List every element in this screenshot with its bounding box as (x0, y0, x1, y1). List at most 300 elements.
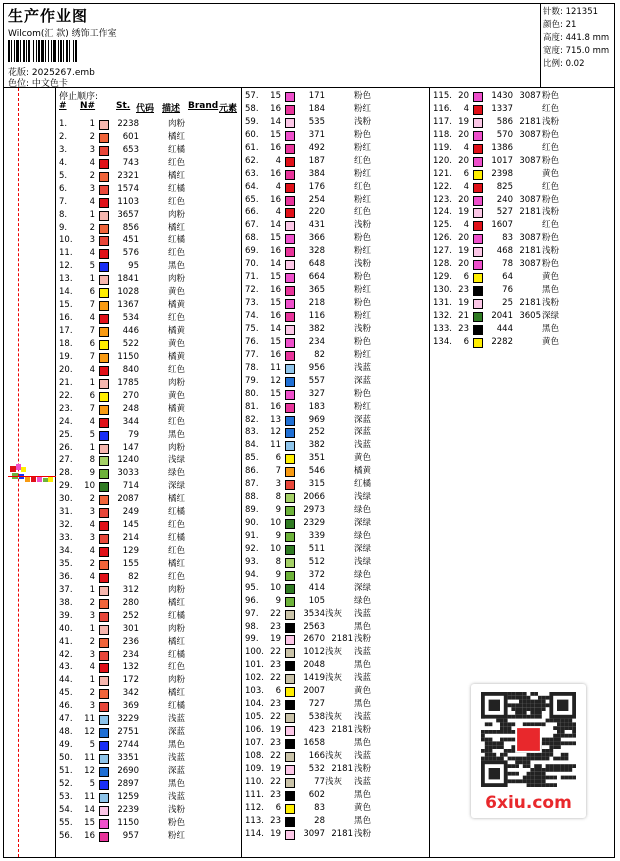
needle-number: 2 (89, 222, 95, 233)
color-swatch (285, 377, 295, 387)
stitch-count: 2563 (303, 621, 325, 632)
stitch-count: 535 (308, 116, 325, 127)
needle-number: 9 (275, 569, 281, 580)
stop-number: 47. (59, 714, 73, 725)
table-row (245, 181, 425, 194)
needle-number: 21 (458, 310, 469, 321)
needle-number: 6 (463, 336, 469, 347)
color-swatch (99, 676, 109, 686)
stitch-count: 444 (496, 323, 513, 334)
color-swatch (285, 778, 295, 788)
stitch-count: 132 (122, 662, 139, 673)
color-name: 粉色 (354, 233, 372, 244)
color-name: 黑色 (354, 815, 372, 826)
needle-number: 1 (89, 119, 95, 129)
color-name: 红色 (168, 571, 186, 582)
needle-number: 4 (463, 181, 469, 192)
stitch-count: 3229 (117, 714, 139, 725)
thread-code: 3605 (519, 310, 541, 321)
table-row (59, 571, 239, 584)
stop-number: 80. (245, 388, 259, 399)
color-swatch (99, 224, 109, 234)
needle-number: 20 (458, 91, 469, 101)
color-name: 红橘 (354, 479, 372, 490)
needle-number: 20 (458, 259, 469, 270)
stop-number: 49. (59, 740, 73, 751)
color-name: 橘红 (168, 494, 186, 505)
table-row (59, 377, 239, 390)
needle-number: 15 (270, 336, 281, 347)
table-row (245, 724, 425, 737)
needle-number: 19 (458, 246, 469, 257)
stop-number: 67. (245, 220, 259, 231)
color-name: 黄色 (542, 272, 560, 283)
stop-number: 25. (59, 429, 73, 440)
color-name: 粉色 (542, 194, 560, 205)
color-swatch (99, 198, 109, 208)
color-name: 红橘 (168, 144, 186, 155)
color-name: 深蓝 (354, 375, 372, 386)
needle-number: 19 (270, 634, 281, 645)
table-row (433, 181, 613, 194)
color-swatch (285, 260, 295, 270)
thread-code: 2181 (519, 207, 541, 218)
table-row (59, 752, 239, 765)
header-brand: Brand (188, 101, 219, 111)
needle-number: 23 (270, 699, 281, 710)
color-swatch (285, 247, 295, 257)
color-swatch (285, 273, 295, 283)
stop-number: 12. (59, 261, 73, 272)
needle-number: 20 (458, 233, 469, 244)
needle-number: 14 (270, 116, 281, 127)
stop-number: 81. (245, 401, 259, 412)
color-name: 红色 (542, 142, 560, 153)
stop-number: 41. (59, 636, 73, 647)
table-row (433, 232, 613, 245)
stop-number: 14. (59, 287, 73, 298)
color-name: 红色 (168, 313, 186, 324)
stop-number: 109. (245, 763, 264, 774)
stitch-count: 2398 (491, 168, 513, 179)
table-row (245, 414, 425, 427)
color-swatch (285, 623, 295, 633)
header-needle: N# (80, 101, 96, 111)
stitch-count: 312 (122, 584, 139, 595)
pattern-file: 花版: 2025267.emb (8, 68, 95, 78)
stop-number: 129. (433, 272, 452, 283)
design-height: 高度: 441.8 mm (543, 33, 610, 43)
needle-number: 7 (89, 300, 95, 311)
color-name: 红色 (168, 662, 186, 673)
stitch-count: 2329 (303, 518, 325, 529)
needle-number: 23 (270, 789, 281, 800)
color-swatch (99, 547, 109, 557)
needle-number: 11 (84, 753, 95, 764)
stitch-count: 369 (122, 701, 139, 712)
barcode (8, 40, 120, 62)
stitch-count: 2973 (303, 505, 325, 516)
stop-number: 56. (59, 830, 73, 841)
stop-number: 68. (245, 233, 259, 244)
table-row (245, 711, 425, 724)
color-swatch (473, 208, 483, 218)
needle-number: 23 (270, 738, 281, 748)
table-row (245, 659, 425, 672)
stop-number: 134. (433, 336, 452, 347)
table-row (59, 390, 239, 403)
stop-number: 123. (433, 194, 452, 205)
table-row (59, 700, 239, 713)
stitch-count: 1017 (491, 155, 513, 166)
stitch-count: 2744 (117, 740, 139, 751)
stitch-count: 382 (308, 440, 325, 451)
stitch-count: 586 (496, 116, 513, 127)
stitch-count: 538 (308, 712, 325, 723)
table-row (59, 183, 239, 196)
stop-number: 40. (59, 623, 73, 634)
thread-code: 3087 (519, 129, 541, 140)
color-name: 浅粉 (542, 207, 560, 218)
color-swatch (473, 338, 483, 348)
stop-number: 28. (59, 468, 73, 479)
color-swatch (99, 832, 109, 842)
color-swatch (285, 830, 295, 840)
stop-number: 21. (59, 377, 73, 388)
stop-number: 22. (59, 390, 73, 401)
color-name: 橘黄 (168, 300, 186, 311)
color-name: 黄色 (168, 338, 186, 349)
color-name: 红橘 (168, 235, 186, 246)
table-row (59, 817, 239, 830)
stitch-count: 743 (122, 157, 139, 168)
table-row (245, 465, 425, 478)
stop-number: 106. (245, 725, 264, 736)
table-row (59, 131, 239, 144)
needle-number: 4 (89, 313, 95, 324)
needle-number: 4 (275, 207, 281, 218)
needle-number: 22 (270, 712, 281, 723)
color-name: 红橘 (168, 533, 186, 544)
stop-number: 95. (245, 582, 259, 593)
thread-code: 2181 (519, 298, 541, 309)
color-swatch (285, 183, 295, 193)
stitch-count: 653 (122, 144, 139, 155)
needle-number: 1 (89, 274, 95, 285)
needle-number: 14 (270, 259, 281, 270)
table-row (245, 155, 425, 168)
color-name: 红橘 (168, 610, 186, 621)
color-swatch (99, 340, 109, 350)
needle-number: 19 (458, 116, 469, 127)
color-name: 粉色 (354, 272, 372, 283)
stop-number: 19. (59, 351, 73, 362)
stitch-count: 252 (308, 427, 325, 438)
color-swatch (285, 532, 295, 542)
header-code: 代码 (136, 104, 155, 114)
table-row (245, 556, 425, 569)
table-row (245, 815, 425, 828)
color-swatch (285, 765, 295, 775)
color-swatch (285, 92, 295, 102)
color-name: 浅粉 (354, 828, 372, 839)
table-row (59, 661, 239, 674)
color-swatch (285, 221, 295, 231)
studio-name: Wilcom(汇 款) 绣饰工作室 (8, 29, 117, 39)
needle-number: 5 (89, 778, 95, 789)
table-row (59, 351, 239, 364)
needle-number: 4 (275, 181, 281, 192)
stitch-count: 254 (308, 194, 325, 205)
table-row (59, 299, 239, 312)
needle-number: 8 (275, 492, 281, 503)
needle-number: 3 (89, 533, 95, 544)
color-swatch (285, 661, 295, 671)
needle-number: 6 (89, 287, 95, 298)
stop-number: 74. (245, 310, 259, 321)
table-row (59, 493, 239, 506)
stop-number: 128. (433, 259, 452, 270)
table-row (245, 646, 425, 659)
color-name: 浅绿 (354, 492, 372, 503)
color-swatch (285, 674, 295, 684)
stitch-count: 83 (314, 802, 325, 813)
color-swatch (99, 560, 109, 570)
color-name: 肉粉 (168, 584, 186, 595)
table-row (245, 90, 425, 103)
stop-number: 29. (59, 481, 73, 492)
table-row (59, 597, 239, 610)
stitch-count: 25 (502, 298, 513, 309)
needle-number: 4 (89, 196, 95, 207)
needle-number: 2 (89, 558, 95, 569)
stop-number: 125. (433, 220, 452, 231)
table-row (59, 778, 239, 791)
stop-number: 101. (245, 660, 264, 671)
color-name: 橘红 (168, 688, 186, 699)
color-name: 粉红 (354, 168, 372, 179)
color-name: 粉红 (168, 830, 186, 841)
color-name: 黑色 (168, 261, 186, 272)
table-row (245, 582, 425, 595)
stop-number: 117. (433, 116, 452, 127)
stop-number: 116. (433, 103, 452, 114)
table-row (245, 401, 425, 414)
stop-number: 69. (245, 246, 259, 257)
color-swatch (99, 392, 109, 402)
color-name: 深蓝 (354, 427, 372, 438)
table-row (245, 142, 425, 155)
color-name: 红色 (354, 181, 372, 192)
stop-number: 52. (59, 778, 73, 789)
stop-number: 8. (59, 209, 68, 220)
needle-number: 4 (89, 248, 95, 259)
needle-number: 19 (270, 725, 281, 736)
color-name: 浅灰 (325, 712, 343, 723)
needle-number: 15 (270, 272, 281, 283)
stitch-count: 1103 (117, 196, 139, 207)
color-name: 浅灰 (325, 608, 343, 619)
color-name: 浅绿 (168, 455, 186, 466)
table-row (245, 672, 425, 685)
needle-number: 5 (89, 740, 95, 751)
stitch-count: 414 (308, 582, 325, 593)
needle-number: 14 (84, 804, 95, 815)
needle-number: 3 (89, 610, 95, 621)
color-name: 浅粉 (354, 634, 372, 645)
color-name: 红色 (168, 546, 186, 557)
stitch-count: 1012 (303, 647, 325, 658)
color-swatch (285, 105, 295, 115)
color-swatch (473, 221, 483, 231)
table-row (59, 726, 239, 739)
color-name: 浅蓝 (168, 714, 186, 725)
stop-number: 122. (433, 181, 452, 192)
color-swatch (285, 338, 295, 348)
table-row (59, 273, 239, 286)
qr-code (481, 692, 576, 787)
needle-number: 16 (270, 349, 281, 360)
stop-number: 4. (59, 157, 68, 168)
color-name: 红色 (354, 155, 372, 166)
needle-number: 6 (275, 802, 281, 813)
needle-number: 3 (89, 183, 95, 194)
color-name: 粉色 (168, 817, 186, 828)
table-row (433, 219, 613, 232)
table-row (59, 157, 239, 170)
needle-number: 14 (270, 220, 281, 231)
color-name: 浅粉 (168, 804, 186, 815)
table-row (59, 170, 239, 183)
table-row (245, 206, 425, 219)
needle-number: 22 (270, 608, 281, 619)
table-row (59, 739, 239, 752)
color-name: 浅粉 (354, 259, 372, 270)
needle-number: 16 (270, 401, 281, 412)
color-swatch (285, 558, 295, 568)
color-swatch (99, 379, 109, 389)
needle-number: 12 (270, 375, 281, 386)
color-swatch (473, 312, 483, 322)
stitch-count: 601 (122, 131, 139, 142)
header-index: # (59, 101, 67, 111)
color-swatch (99, 819, 109, 829)
stop-number: 16. (59, 313, 73, 324)
needle-number: 19 (458, 207, 469, 218)
needle-number: 1 (89, 675, 95, 686)
color-name: 橘黄 (168, 403, 186, 414)
color-swatch (99, 806, 109, 816)
table-row (245, 698, 425, 711)
table-row (59, 674, 239, 687)
stitch-count: 2041 (491, 310, 513, 321)
color-name: 粉色 (542, 129, 560, 140)
color-swatch (99, 120, 109, 130)
needle-number: 14 (270, 323, 281, 334)
table-row (59, 713, 239, 726)
color-name: 粉红 (354, 246, 372, 257)
stop-number: 114. (245, 828, 264, 839)
needle-number: 6 (275, 686, 281, 697)
color-swatch (285, 700, 295, 710)
color-name: 粉色 (354, 91, 372, 101)
table-row (245, 802, 425, 815)
color-swatch (473, 131, 483, 141)
stitch-count: 431 (308, 220, 325, 231)
needle-number: 9 (89, 468, 95, 479)
stop-number: 55. (59, 817, 73, 828)
needle-number: 6 (89, 338, 95, 349)
table-row (245, 129, 425, 142)
stitch-count: 546 (308, 466, 325, 477)
stop-number: 30. (59, 494, 73, 505)
needle-number: 12 (270, 427, 281, 438)
stop-number: 110. (245, 776, 264, 787)
needle-number: 4 (463, 103, 469, 114)
color-name-secondary: 浅蓝 (354, 776, 372, 787)
stop-number: 58. (245, 103, 259, 114)
stop-number: 127. (433, 246, 452, 257)
table-row (245, 517, 425, 530)
stop-number: 132. (433, 310, 452, 321)
color-swatch (99, 301, 109, 311)
table-row (433, 310, 613, 323)
color-swatch (285, 467, 295, 477)
stop-number: 130. (433, 285, 452, 296)
color-swatch (99, 651, 109, 661)
color-name: 浅灰 (325, 776, 343, 787)
color-name: 浅粉 (354, 116, 372, 127)
stop-number: 27. (59, 455, 73, 466)
color-name: 红色 (542, 181, 560, 192)
table-row (245, 530, 425, 543)
stitch-count: 512 (308, 556, 325, 567)
table-row (59, 429, 239, 442)
table-row (59, 623, 239, 636)
color-name: 橘黄 (168, 326, 186, 337)
color-swatch (473, 260, 483, 270)
table-row (433, 258, 613, 271)
needle-number: 23 (270, 815, 281, 826)
design-thumbnail (8, 462, 56, 486)
color-chart: 色位: 中文色卡 (8, 79, 68, 89)
stop-number: 42. (59, 649, 73, 660)
color-name: 深绿 (542, 310, 560, 321)
table-row (59, 403, 239, 416)
color-swatch (285, 726, 295, 736)
needle-number: 19 (270, 828, 281, 839)
needle-number: 4 (89, 571, 95, 582)
needle-number: 15 (270, 233, 281, 244)
table-row (59, 118, 239, 131)
table-row (245, 284, 425, 297)
table-row (245, 271, 425, 284)
table-row (59, 687, 239, 700)
color-swatch (285, 364, 295, 374)
color-name: 深蓝 (168, 727, 186, 738)
stitch-count: 1574 (117, 183, 139, 194)
stitch-count: 957 (122, 830, 139, 841)
stitch-count: 2321 (117, 170, 139, 181)
stitch-count: 76 (502, 285, 513, 296)
color-name: 粉色 (354, 336, 372, 347)
stop-number: 88. (245, 492, 259, 503)
color-swatch (285, 610, 295, 620)
color-swatch (285, 571, 295, 581)
color-swatch (473, 118, 483, 128)
needle-number: 20 (458, 194, 469, 205)
stitch-count: 166 (308, 750, 325, 761)
